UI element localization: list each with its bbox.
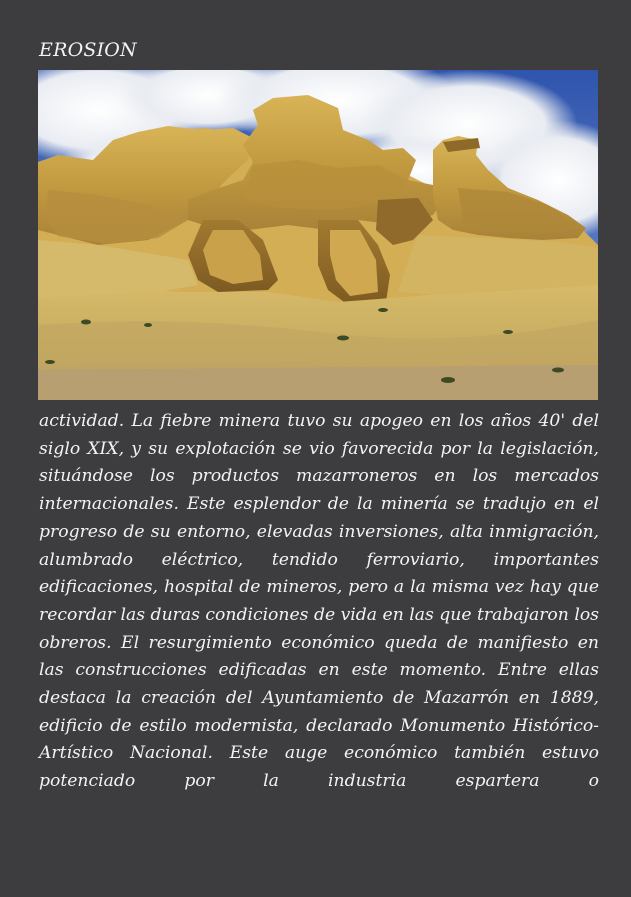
page-title: EROSION <box>39 39 137 61</box>
body-text: actividad. La fiebre minera tuvo su apogeo en los años 40' del siglo XIX, y su explotación se vio favorecida por la legislación, situándose los productos mazarroneros en los mercados internacionales. Este esplendor de la minería se tradujo en el progreso de su entorno, elevadas inversiones, alta inmigración, alumbrado eléctrico, tendido ferroviario, importantes edificaciones, hospital de mineros, pero a la misma vez hay que recordar las duras condiciones de vida en las que trabajaron los obreros. El resurgimiento económico queda de manifiesto en las construcciones edificadas en este momento. Entre ellas destaca la creación del Ayuntamiento de Mazarrón en 1889, edificio de estilo modernista, declarado Monumento Histórico-Artístico Nacional. Este auge económico también estuvo potenciado por la industria espartera o <box>39 411 599 792</box>
erosion-photo <box>38 70 598 400</box>
